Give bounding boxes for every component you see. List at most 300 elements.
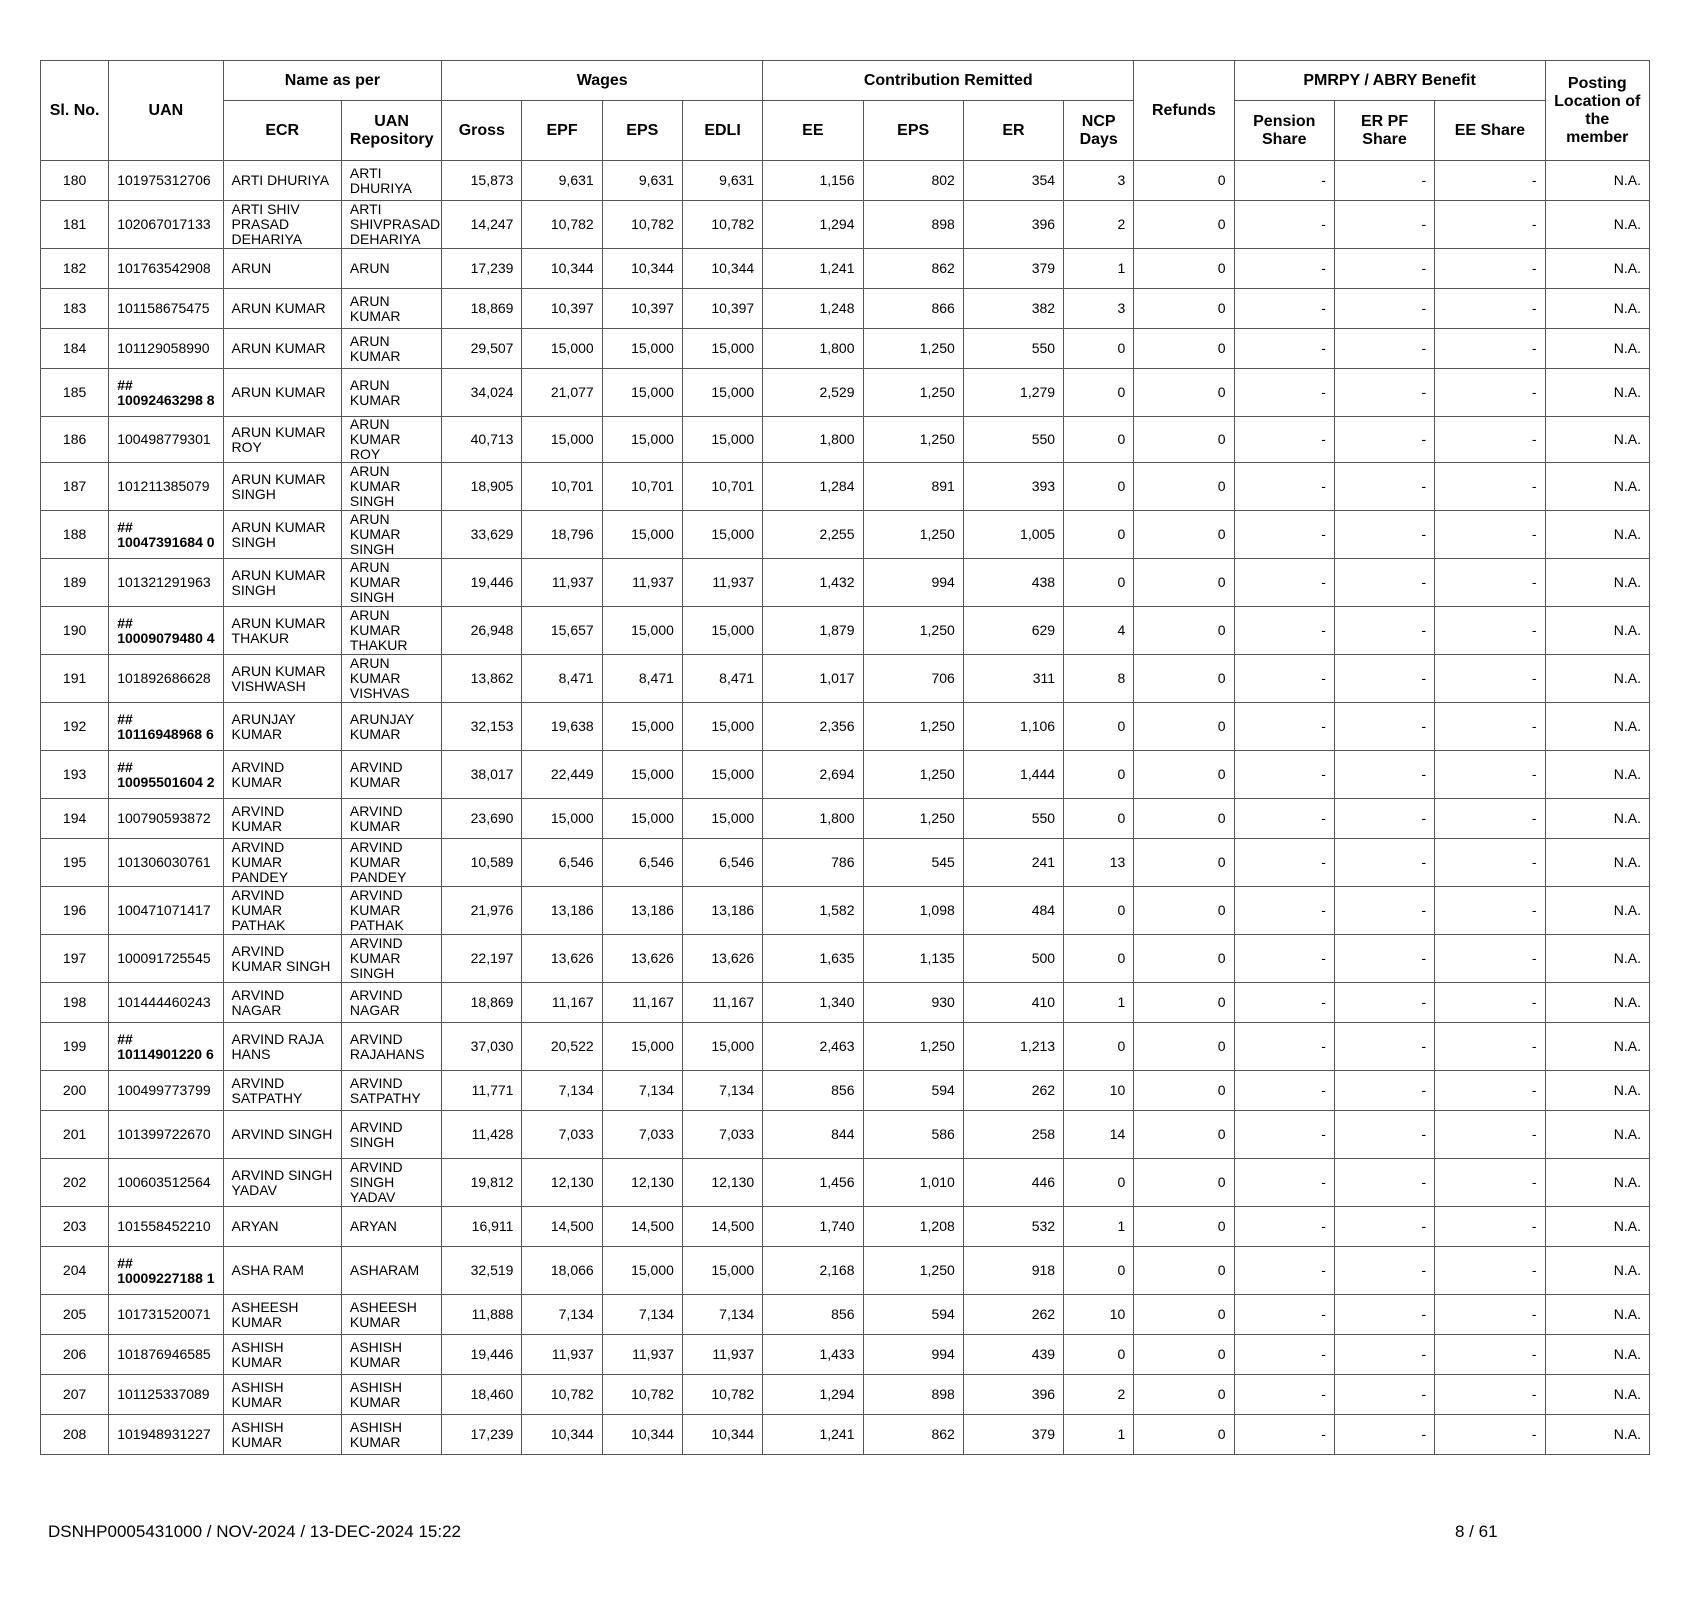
epf-wages-cell: 10,344 [522, 1415, 602, 1455]
refunds-cell: 0 [1134, 417, 1234, 463]
ncp-days-cell: 10 [1064, 1071, 1134, 1111]
posting-location-cell: N.A. [1545, 559, 1649, 607]
er-contribution-cell: 258 [963, 1111, 1063, 1159]
ee-contribution-cell: 1,294 [763, 1375, 863, 1415]
epf-wages-cell: 10,344 [522, 249, 602, 289]
uan-repository-name-cell: ARVIND KUMAR PATHAK [341, 887, 441, 935]
table-row [41, 369, 1650, 417]
refunds-cell: 0 [1134, 1375, 1234, 1415]
uan-cell: 101125337089 [109, 1375, 223, 1415]
eps-wages-cell: 10,782 [602, 1375, 682, 1415]
eps-contribution-cell: 862 [863, 1415, 963, 1455]
eps-wages-cell: 15,000 [602, 1023, 682, 1071]
posting-location-cell: N.A. [1545, 289, 1649, 329]
footer-page-number: 8 / 61 [1455, 1522, 1498, 1541]
ncp-days-cell: 2 [1064, 201, 1134, 249]
ee-contribution-cell: 856 [763, 1295, 863, 1335]
epf-wages-cell: 15,000 [522, 329, 602, 369]
ncp-days-cell: 0 [1064, 1335, 1134, 1375]
table-row [41, 329, 1650, 369]
epf-wages-cell: 10,397 [522, 289, 602, 329]
pension-share-cell: - [1234, 799, 1334, 839]
pension-share-cell: - [1234, 161, 1334, 201]
ncp-days-cell: 0 [1064, 1023, 1134, 1071]
table-row [41, 289, 1650, 329]
ee-share-cell: - [1435, 201, 1545, 249]
eps-contribution-cell: 1,250 [863, 607, 963, 655]
posting-location-cell: N.A. [1545, 329, 1649, 369]
gross-wages-cell: 38,017 [442, 751, 522, 799]
uan-repository-name-cell: ARVIND KUMAR SINGH [341, 935, 441, 983]
eps-contribution-cell: 898 [863, 1375, 963, 1415]
refunds-cell: 0 [1134, 1247, 1234, 1295]
uan-cell: 101399722670 [109, 1111, 223, 1159]
table-row [41, 1207, 1650, 1247]
eps-wages-cell: 14,500 [602, 1207, 682, 1247]
eps-contribution-cell: 1,250 [863, 751, 963, 799]
posting-location-cell: N.A. [1545, 1111, 1649, 1159]
table-row [41, 1335, 1650, 1375]
er-contribution-cell: 262 [963, 1071, 1063, 1111]
edli-wages-cell: 10,701 [682, 463, 762, 511]
uan-flagged-value: ## 10114901220 6 [117, 1030, 214, 1062]
ncp-days-cell: 0 [1064, 935, 1134, 983]
ncp-days-cell: 0 [1064, 329, 1134, 369]
eps-wages-cell: 15,000 [602, 369, 682, 417]
eps-wages-cell: 15,000 [602, 799, 682, 839]
gross-wages-cell: 37,030 [442, 1023, 522, 1071]
ncp-days-cell: 0 [1064, 1247, 1134, 1295]
ee-share-cell: - [1435, 887, 1545, 935]
uan-cell: 100091725545 [109, 935, 223, 983]
sl-no-cell: 189 [41, 559, 109, 607]
er-pf-share-cell: - [1334, 1375, 1434, 1415]
ecr-name-cell: ARUNJAY KUMAR [223, 703, 341, 751]
ee-share-cell: - [1435, 799, 1545, 839]
refunds-cell: 0 [1134, 1415, 1234, 1455]
posting-location-cell: N.A. [1545, 369, 1649, 417]
ncp-days-cell: 0 [1064, 559, 1134, 607]
epf-wages-cell: 7,134 [522, 1295, 602, 1335]
pension-share-cell: - [1234, 1111, 1334, 1159]
er-contribution-cell: 1,213 [963, 1023, 1063, 1071]
pension-share-cell: - [1234, 201, 1334, 249]
ee-share-cell: - [1435, 1247, 1545, 1295]
ee-share-cell: - [1435, 751, 1545, 799]
table-row [41, 935, 1650, 983]
ee-contribution-cell: 1,456 [763, 1159, 863, 1207]
ee-share-cell: - [1435, 289, 1545, 329]
ncp-days-cell: 0 [1064, 511, 1134, 559]
ecr-name-cell: ARTI DHURIYA [223, 161, 341, 201]
refunds-cell: 0 [1134, 201, 1234, 249]
ee-contribution-cell: 1,800 [763, 799, 863, 839]
refunds-cell: 0 [1134, 559, 1234, 607]
eps-contribution-cell: 891 [863, 463, 963, 511]
ecr-name-cell: ARTI SHIV PRASAD DEHARIYA [223, 201, 341, 249]
ecr-name-cell: ARYAN [223, 1207, 341, 1247]
header-posting-location: Posting Location of the member [1545, 61, 1649, 161]
ee-contribution-cell: 1,432 [763, 559, 863, 607]
epf-wages-cell: 7,134 [522, 1071, 602, 1111]
refunds-cell: 0 [1134, 1159, 1234, 1207]
ee-contribution-cell: 1,800 [763, 417, 863, 463]
er-pf-share-cell: - [1334, 1335, 1434, 1375]
posting-location-cell: N.A. [1545, 201, 1649, 249]
pension-share-cell: - [1234, 935, 1334, 983]
table-row [41, 799, 1650, 839]
ncp-days-cell: 8 [1064, 655, 1134, 703]
ncp-days-cell: 0 [1064, 463, 1134, 511]
uan-flagged-value: ## 10092463298 8 [117, 376, 215, 408]
gross-wages-cell: 23,690 [442, 799, 522, 839]
posting-location-cell: N.A. [1545, 607, 1649, 655]
eps-wages-cell: 6,546 [602, 839, 682, 887]
er-contribution-cell: 484 [963, 887, 1063, 935]
eps-contribution-cell: 594 [863, 1071, 963, 1111]
edli-wages-cell: 15,000 [682, 751, 762, 799]
edli-wages-cell: 15,000 [682, 329, 762, 369]
table-row [41, 1111, 1650, 1159]
eps-wages-cell: 9,631 [602, 161, 682, 201]
epf-wages-cell: 10,782 [522, 1375, 602, 1415]
header-wages: Wages [442, 61, 763, 101]
ee-share-cell: - [1435, 1111, 1545, 1159]
pension-share-cell: - [1234, 983, 1334, 1023]
table-row [41, 1023, 1650, 1071]
eps-contribution-cell: 866 [863, 289, 963, 329]
sl-no-cell: 192 [41, 703, 109, 751]
pension-share-cell: - [1234, 1207, 1334, 1247]
table-row [41, 703, 1650, 751]
posting-location-cell: N.A. [1545, 839, 1649, 887]
uan-cell [109, 1023, 223, 1071]
header-er: ER [963, 101, 1063, 161]
gross-wages-cell: 11,888 [442, 1295, 522, 1335]
pension-share-cell: - [1234, 249, 1334, 289]
uan-cell: 101876946585 [109, 1335, 223, 1375]
refunds-cell: 0 [1134, 799, 1234, 839]
refunds-cell: 0 [1134, 1023, 1234, 1071]
er-pf-share-cell: - [1334, 1071, 1434, 1111]
ee-share-cell: - [1435, 1207, 1545, 1247]
eps-contribution-cell: 586 [863, 1111, 963, 1159]
er-pf-share-cell: - [1334, 751, 1434, 799]
eps-wages-cell: 8,471 [602, 655, 682, 703]
uan-cell [109, 369, 223, 417]
edli-wages-cell: 11,937 [682, 559, 762, 607]
ee-contribution-cell: 1,248 [763, 289, 863, 329]
epf-wages-cell: 8,471 [522, 655, 602, 703]
ecr-name-cell: ASHISH KUMAR [223, 1415, 341, 1455]
ee-share-cell: - [1435, 559, 1545, 607]
header-er-pf-share: ER PF Share [1334, 101, 1434, 161]
gross-wages-cell: 32,153 [442, 703, 522, 751]
ncp-days-cell: 1 [1064, 1207, 1134, 1247]
edli-wages-cell: 10,344 [682, 249, 762, 289]
ee-share-cell: - [1435, 839, 1545, 887]
table-row [41, 463, 1650, 511]
uan-repository-name-cell: ASHISH KUMAR [341, 1375, 441, 1415]
er-pf-share-cell: - [1334, 703, 1434, 751]
ecr-name-cell: ARUN KUMAR ROY [223, 417, 341, 463]
er-contribution-cell: 1,106 [963, 703, 1063, 751]
sl-no-cell: 197 [41, 935, 109, 983]
eps-wages-cell: 7,134 [602, 1295, 682, 1335]
sl-no-cell: 184 [41, 329, 109, 369]
posting-location-cell: N.A. [1545, 1023, 1649, 1071]
uan-flagged-value: ## 10116948968 6 [117, 710, 214, 742]
eps-wages-cell: 10,701 [602, 463, 682, 511]
edli-wages-cell: 10,344 [682, 1415, 762, 1455]
posting-location-cell: N.A. [1545, 1375, 1649, 1415]
uan-repository-name-cell: ARUN KUMAR SINGH [341, 511, 441, 559]
er-pf-share-cell: - [1334, 369, 1434, 417]
sl-no-cell: 194 [41, 799, 109, 839]
table-row [41, 1415, 1650, 1455]
uan-repository-name-cell: ARVIND KUMAR [341, 799, 441, 839]
ecr-contribution-table [40, 60, 1650, 1455]
ecr-name-cell: ARVIND NAGAR [223, 983, 341, 1023]
epf-wages-cell: 22,449 [522, 751, 602, 799]
refunds-cell: 0 [1134, 369, 1234, 417]
edli-wages-cell: 13,626 [682, 935, 762, 983]
ee-contribution-cell: 1,294 [763, 201, 863, 249]
eps-contribution-cell: 862 [863, 249, 963, 289]
sl-no-cell: 181 [41, 201, 109, 249]
er-contribution-cell: 550 [963, 329, 1063, 369]
header-contrib-eps: EPS [863, 101, 963, 161]
table-row [41, 249, 1650, 289]
sl-no-cell: 200 [41, 1071, 109, 1111]
er-contribution-cell: 262 [963, 1295, 1063, 1335]
sl-no-cell: 195 [41, 839, 109, 887]
uan-repository-name-cell: ASHEESH KUMAR [341, 1295, 441, 1335]
eps-contribution-cell: 1,010 [863, 1159, 963, 1207]
refunds-cell: 0 [1134, 1071, 1234, 1111]
edli-wages-cell: 8,471 [682, 655, 762, 703]
ncp-days-cell: 10 [1064, 1295, 1134, 1335]
refunds-cell: 0 [1134, 935, 1234, 983]
ee-contribution-cell: 1,879 [763, 607, 863, 655]
uan-repository-name-cell: ARYAN [341, 1207, 441, 1247]
uan-repository-name-cell: ARUN KUMAR SINGH [341, 559, 441, 607]
er-contribution-cell: 500 [963, 935, 1063, 983]
uan-cell: 100471071417 [109, 887, 223, 935]
pension-share-cell: - [1234, 511, 1334, 559]
gross-wages-cell: 18,905 [442, 463, 522, 511]
refunds-cell: 0 [1134, 329, 1234, 369]
er-pf-share-cell: - [1334, 799, 1434, 839]
epf-wages-cell: 11,937 [522, 559, 602, 607]
posting-location-cell: N.A. [1545, 161, 1649, 201]
pension-share-cell: - [1234, 1375, 1334, 1415]
ee-share-cell: - [1435, 249, 1545, 289]
ee-contribution-cell: 1,800 [763, 329, 863, 369]
ncp-days-cell: 0 [1064, 703, 1134, 751]
uan-repository-name-cell: ARVIND KUMAR PANDEY [341, 839, 441, 887]
eps-contribution-cell: 1,250 [863, 369, 963, 417]
table-row [41, 607, 1650, 655]
ncp-days-cell: 4 [1064, 607, 1134, 655]
ee-share-cell: - [1435, 703, 1545, 751]
eps-wages-cell: 10,344 [602, 249, 682, 289]
ecr-name-cell: ARVIND RAJA HANS [223, 1023, 341, 1071]
epf-wages-cell: 6,546 [522, 839, 602, 887]
eps-contribution-cell: 1,250 [863, 703, 963, 751]
eps-contribution-cell: 994 [863, 559, 963, 607]
eps-contribution-cell: 1,098 [863, 887, 963, 935]
epf-wages-cell: 10,701 [522, 463, 602, 511]
ee-contribution-cell: 844 [763, 1111, 863, 1159]
pension-share-cell: - [1234, 1071, 1334, 1111]
sl-no-cell: 191 [41, 655, 109, 703]
pension-share-cell: - [1234, 703, 1334, 751]
eps-wages-cell: 15,000 [602, 417, 682, 463]
uan-cell [109, 751, 223, 799]
pension-share-cell: - [1234, 1295, 1334, 1335]
sl-no-cell: 208 [41, 1415, 109, 1455]
posting-location-cell: N.A. [1545, 511, 1649, 559]
sl-no-cell: 198 [41, 983, 109, 1023]
header-ecr: ECR [223, 101, 341, 161]
ee-contribution-cell: 1,017 [763, 655, 863, 703]
edli-wages-cell: 15,000 [682, 799, 762, 839]
sl-no-cell: 205 [41, 1295, 109, 1335]
table-row [41, 511, 1650, 559]
gross-wages-cell: 19,812 [442, 1159, 522, 1207]
posting-location-cell: N.A. [1545, 463, 1649, 511]
uan-cell [109, 607, 223, 655]
uan-cell: 101975312706 [109, 161, 223, 201]
ecr-name-cell: ARUN KUMAR [223, 329, 341, 369]
sl-no-cell: 193 [41, 751, 109, 799]
uan-cell: 100790593872 [109, 799, 223, 839]
ecr-name-cell: ARVIND KUMAR PANDEY [223, 839, 341, 887]
gross-wages-cell: 19,446 [442, 559, 522, 607]
table-row [41, 417, 1650, 463]
uan-cell: 101763542908 [109, 249, 223, 289]
ecr-name-cell: ARUN KUMAR SINGH [223, 559, 341, 607]
uan-repository-name-cell: ARUN KUMAR THAKUR [341, 607, 441, 655]
edli-wages-cell: 13,186 [682, 887, 762, 935]
uan-cell: 101158675475 [109, 289, 223, 329]
pension-share-cell: - [1234, 1159, 1334, 1207]
sl-no-cell: 202 [41, 1159, 109, 1207]
ncp-days-cell: 1 [1064, 249, 1134, 289]
er-contribution-cell: 354 [963, 161, 1063, 201]
eps-contribution-cell: 898 [863, 201, 963, 249]
uan-cell: 100499773799 [109, 1071, 223, 1111]
uan-repository-name-cell: ARUN KUMAR VISHVAS [341, 655, 441, 703]
ee-share-cell: - [1435, 1295, 1545, 1335]
refunds-cell: 0 [1134, 463, 1234, 511]
uan-cell: 102067017133 [109, 201, 223, 249]
posting-location-cell: N.A. [1545, 655, 1649, 703]
er-pf-share-cell: - [1334, 201, 1434, 249]
table-row [41, 1295, 1650, 1335]
ee-share-cell: - [1435, 655, 1545, 703]
ecr-name-cell: ASHISH KUMAR [223, 1335, 341, 1375]
edli-wages-cell: 15,000 [682, 607, 762, 655]
eps-contribution-cell: 706 [863, 655, 963, 703]
header-pmrpy-abry: PMRPY / ABRY Benefit [1234, 61, 1545, 101]
er-pf-share-cell: - [1334, 1247, 1434, 1295]
ncp-days-cell: 1 [1064, 1415, 1134, 1455]
ee-contribution-cell: 1,740 [763, 1207, 863, 1247]
edli-wages-cell: 10,782 [682, 201, 762, 249]
epf-wages-cell: 7,033 [522, 1111, 602, 1159]
ncp-days-cell: 3 [1064, 289, 1134, 329]
uan-repository-name-cell: ARVIND KUMAR [341, 751, 441, 799]
uan-cell: 101211385079 [109, 463, 223, 511]
sl-no-cell: 188 [41, 511, 109, 559]
ee-contribution-cell: 1,284 [763, 463, 863, 511]
refunds-cell: 0 [1134, 751, 1234, 799]
er-pf-share-cell: - [1334, 511, 1434, 559]
er-contribution-cell: 446 [963, 1159, 1063, 1207]
posting-location-cell: N.A. [1545, 751, 1649, 799]
ncp-days-cell: 13 [1064, 839, 1134, 887]
gross-wages-cell: 21,976 [442, 887, 522, 935]
table-row [41, 1247, 1650, 1295]
gross-wages-cell: 11,771 [442, 1071, 522, 1111]
gross-wages-cell: 18,869 [442, 983, 522, 1023]
er-contribution-cell: 439 [963, 1335, 1063, 1375]
ecr-name-cell: ASHISH KUMAR [223, 1375, 341, 1415]
edli-wages-cell: 15,000 [682, 417, 762, 463]
er-contribution-cell: 532 [963, 1207, 1063, 1247]
edli-wages-cell: 7,033 [682, 1111, 762, 1159]
pension-share-cell: - [1234, 887, 1334, 935]
eps-wages-cell: 13,186 [602, 887, 682, 935]
ncp-days-cell: 0 [1064, 887, 1134, 935]
er-pf-share-cell: - [1334, 839, 1434, 887]
header-name-as-per: Name as per [223, 61, 442, 101]
ee-contribution-cell: 2,356 [763, 703, 863, 751]
eps-wages-cell: 12,130 [602, 1159, 682, 1207]
ee-contribution-cell: 2,255 [763, 511, 863, 559]
gross-wages-cell: 40,713 [442, 417, 522, 463]
er-pf-share-cell: - [1334, 655, 1434, 703]
er-pf-share-cell: - [1334, 1207, 1434, 1247]
uan-repository-name-cell: ARVIND SATPATHY [341, 1071, 441, 1111]
eps-wages-cell: 7,033 [602, 1111, 682, 1159]
ee-share-cell: - [1435, 1335, 1545, 1375]
ecr-name-cell: ARUN KUMAR [223, 289, 341, 329]
ncp-days-cell: 14 [1064, 1111, 1134, 1159]
ee-contribution-cell: 2,168 [763, 1247, 863, 1295]
ee-contribution-cell: 2,529 [763, 369, 863, 417]
edli-wages-cell: 9,631 [682, 161, 762, 201]
epf-wages-cell: 18,796 [522, 511, 602, 559]
refunds-cell: 0 [1134, 161, 1234, 201]
pension-share-cell: - [1234, 559, 1334, 607]
header-epf: EPF [522, 101, 602, 161]
ecr-name-cell: ARUN [223, 249, 341, 289]
epf-wages-cell: 20,522 [522, 1023, 602, 1071]
header-eps: EPS [602, 101, 682, 161]
uan-cell: 101558452210 [109, 1207, 223, 1247]
eps-contribution-cell: 1,250 [863, 511, 963, 559]
epf-wages-cell: 10,782 [522, 201, 602, 249]
ee-contribution-cell: 1,635 [763, 935, 863, 983]
eps-contribution-cell: 594 [863, 1295, 963, 1335]
er-contribution-cell: 382 [963, 289, 1063, 329]
ee-contribution-cell: 1,241 [763, 249, 863, 289]
gross-wages-cell: 34,024 [442, 369, 522, 417]
gross-wages-cell: 17,239 [442, 249, 522, 289]
